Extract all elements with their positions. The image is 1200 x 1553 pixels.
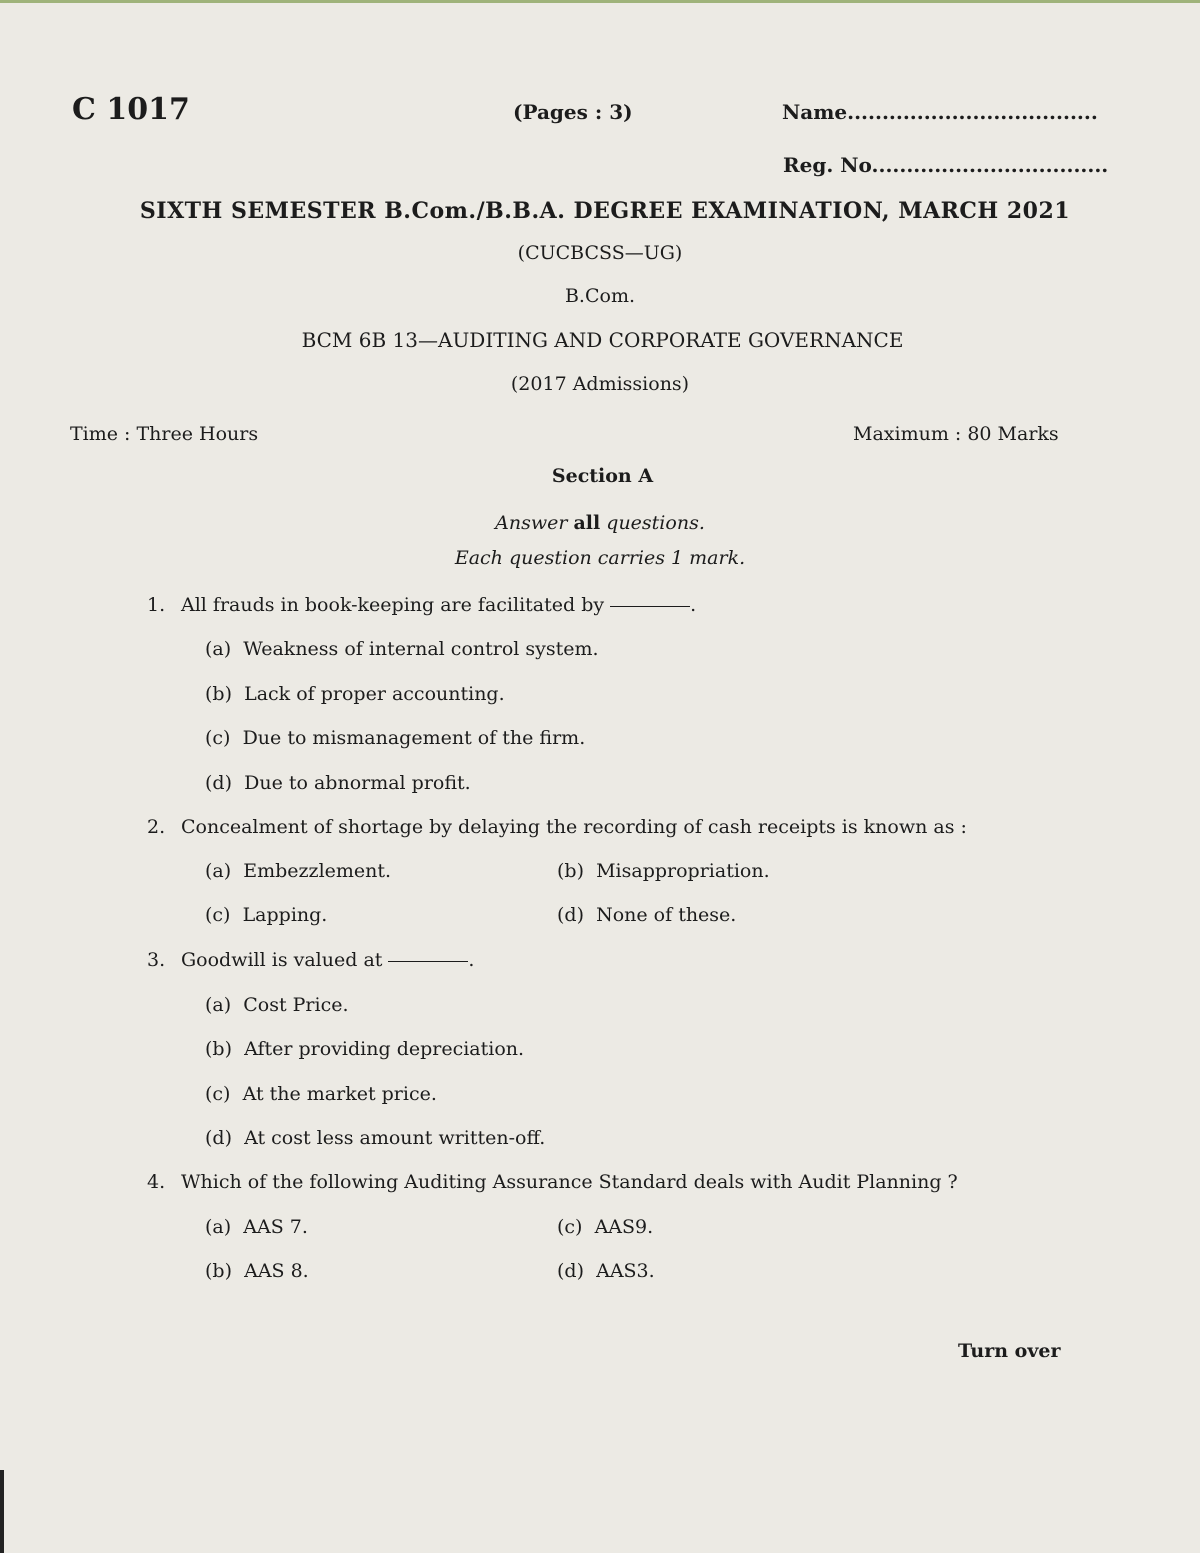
question-text: Concealment of shortage by delaying the recording of cash receipts is known as : [181,816,967,838]
exam-title: SIXTH SEMESTER B.Com./B.B.A. DEGREE EXAMINATION, MARCH 2021 [139,198,1071,224]
instruction-answer-all: Answer all questions. [495,512,705,534]
admissions: (2017 Admissions) [510,373,690,395]
question-text: Which of the following Auditing Assurance Standard deals with Audit Planning ? [181,1171,958,1193]
question-number: 2. [147,816,166,838]
option: (b) After providing depreciation. [205,1038,525,1060]
option: (d) At cost less amount written-off. [205,1127,546,1149]
option: (d) Due to abnormal profit. [205,772,471,794]
option: (a) Embezzlement. [205,860,392,882]
reg-no-field: Reg. No.................................. [783,153,1109,177]
question-text: All frauds in book-keeping are facilitated by . [181,594,697,616]
time-allowed: Time : Three Hours [70,423,259,445]
option: (b) Lack of proper accounting. [205,683,505,705]
scan-left-edge [0,1470,4,1553]
paper-code: C 1017 [72,92,190,127]
option: (c) AAS9. [557,1216,654,1238]
paper-title: BCM 6B 13—AUDITING AND CORPORATE GOVERNANCE [301,328,904,352]
option: (a) AAS 7. [205,1216,308,1238]
exam-scheme: (CUCBCSS—UG) [517,242,683,264]
degree: B.Com. [564,285,636,307]
name-field: Name.................................... [782,100,1098,124]
option: (d) None of these. [557,904,737,926]
option: (c) Due to mismanagement of the firm. [205,727,586,749]
option: (d) AAS3. [557,1260,655,1282]
answer-blank [388,961,468,962]
question-text: Goodwill is valued at . [181,949,475,971]
option: (a) Weakness of internal control system. [205,638,599,660]
option: (b) AAS 8. [205,1260,309,1282]
question-number: 4. [147,1171,166,1193]
section-title: Section A [551,465,654,487]
turn-over: Turn over [958,1340,1061,1362]
option: (b) Misappropriation. [557,860,770,882]
question-number: 1. [147,594,166,616]
option: (c) At the market price. [205,1083,437,1105]
option: (c) Lapping. [205,904,328,926]
answer-blank [610,606,690,607]
question-number: 3. [147,949,166,971]
page-count: (Pages : 3) [513,100,633,124]
maximum-marks: Maximum : 80 Marks [853,423,1059,445]
instruction-marks: Each question carries 1 mark. [454,547,746,569]
scan-top-edge [0,0,1200,3]
option: (a) Cost Price. [205,994,349,1016]
